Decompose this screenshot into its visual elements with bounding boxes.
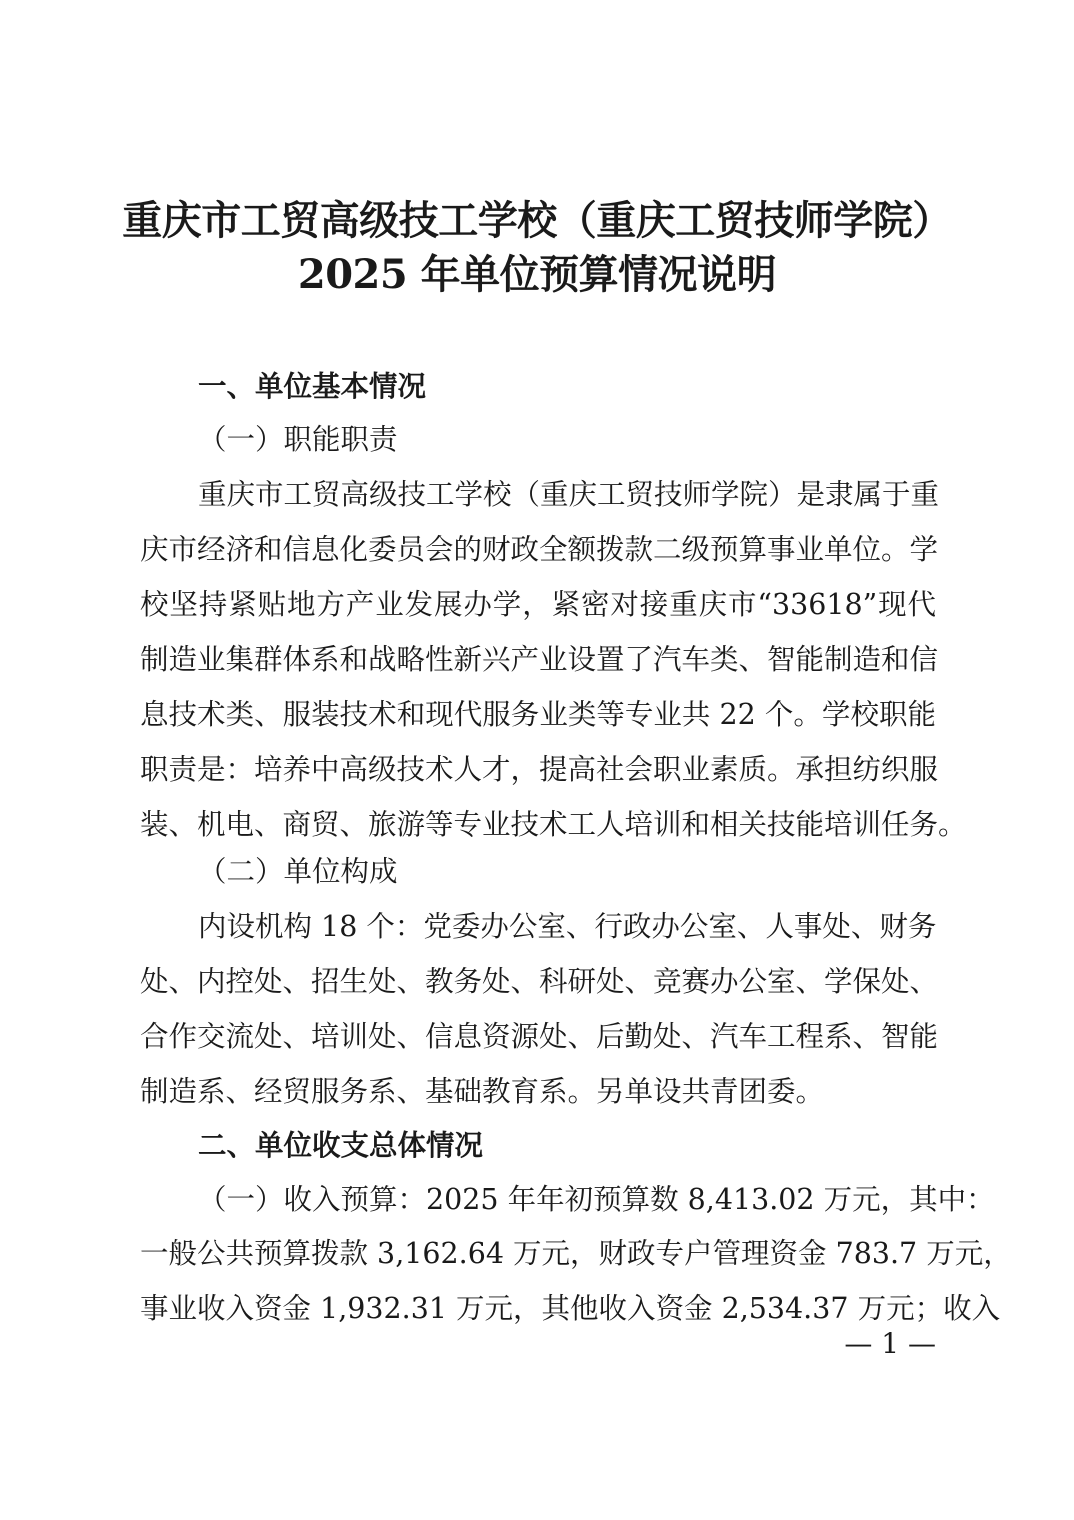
paragraph-line: 职责是：培养中高级技术人才，提高社会职业素质。承担纺织服 (140, 753, 939, 786)
document-title-line-2: 2025 年单位预算情况说明 (297, 251, 777, 298)
paragraph-line: 重庆市工贸高级技工学校（重庆工贸技师学院）是隶属于重 (198, 478, 940, 511)
section-heading-budget-overview: 二、单位收支总体情况 (198, 1128, 484, 1162)
paragraph-line: 处、内控处、招生处、教务处、科研处、竞赛办公室、学保处、 (140, 965, 939, 998)
subsection-heading-structure: （二）单位构成 (198, 855, 398, 888)
paragraph-line: 庆市经济和信息化委员会的财政全额拨款二级预算事业单位。学 (140, 533, 939, 566)
paragraph-line: 事业收入资金 1,932.31 万元，其他收入资金 2,534.37 万元；收入 (140, 1292, 1001, 1325)
paragraph-line: 息技术类、服装技术和现代服务业类等专业共 22 个。学校职能 (140, 698, 936, 731)
paragraph-line: 制造系、经贸服务系、基础教育系。另单设共青团委。 (140, 1075, 825, 1108)
paragraph-line: 合作交流处、培训处、信息资源处、后勤处、汽车工程系、智能 (140, 1020, 939, 1053)
document-title-line-1: 重庆市工贸高级技工学校（重庆工贸技师学院） (122, 197, 952, 244)
paragraph-line: 校坚持紧贴地方产业发展办学，紧密对接重庆市“33618”现代 (140, 588, 936, 621)
section-heading-basic-info: 一、单位基本情况 (198, 369, 427, 403)
paragraph-line: （一）收入预算：2025 年年初预算数 8,413.02 万元，其中： (198, 1183, 995, 1216)
subsection-heading-functions: （一）职能职责 (198, 423, 398, 456)
paragraph-line: 内设机构 18 个：党委办公室、行政办公室、人事处、财务 (198, 910, 937, 943)
page-number: — 1 — (844, 1327, 936, 1360)
paragraph-line: 制造业集群体系和战略性新兴产业设置了汽车类、智能制造和信 (140, 643, 939, 676)
paragraph-line: 装、机电、商贸、旅游等专业技术工人培训和相关技能培训任务。 (140, 808, 967, 841)
paragraph-line: 一般公共预算拨款 3,162.64 万元，财政专户管理资金 783.7 万元， (140, 1237, 1012, 1270)
